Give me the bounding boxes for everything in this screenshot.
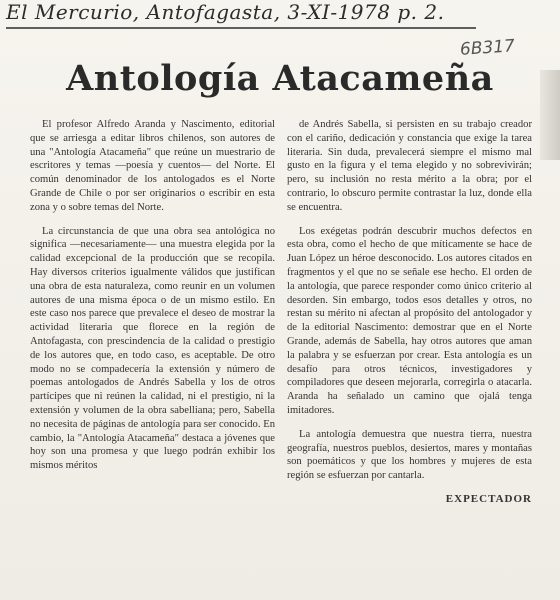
paragraph: El profesor Alfredo Aranda y Nascimento, editorial que se arriesga a editar libros chilenos, son autores de una "Antología Atacameña" que reúne un muestrario de escritores y temas —poesía y cuentos— del Norte. El común denominador de los antologados es el Norte Grande de Chile o por ser originarios o escribir en esta zona y o sobre temas del Norte. — [30, 119, 275, 213]
paragraph: Los exégetas podrán descubrir muchos defectos en esta obra, como el hecho de que míticamente se hace de Juan López un héroe desconocido. Los autores citados en fragmentos y el que no se señale ese hecho. El orden de la antología, que parece responder como único criterio al desorden. Sin embargo, todos esos detalles y otros, no restan su mérito ni afectan al propósito del antologador y de la editorial Nascimento: demostrar que en el Norte Grande, además de Sabella, hay otros autores que aman la palabra y se esfuerzan por crear. Esta antología es un desafío para otros técnicos, investigadores y compiladores que deseen mejorarla, corregirla o atacarla. Aranda ha señalado un camino que ojalá tenga imitadores. — [287, 225, 532, 416]
handwritten-source-note: El Mercurio, Antofagasta, 3-XI-1978 p. 2. — [6, 0, 445, 24]
handwritten-underline — [6, 27, 476, 29]
paragraph: La circunstancia de que una obra sea antológica no significa —necesariamente— una muestra elegida por la calidad excepcional de la producción que se recopila. Hay diversos criterios igualmente válidos que justifican una obra de esta naturaleza, como reunir en un volumen autores de una misma época o de un mismo estilo. En este caso nos parece que prevalece el deseo de mostrar la actividad literaria que florece en la región de Antofagasta, con prescindencia de la calidad o prestigio de los autores que, en todo caso, es aceptable. De otro modo no se compadecería la extensión y número de poemas antologados de Andrés Sabella y los de otros partícipes que ni reúnen la calidad, ni el prestigio, ni la extensión y volumen de la obra sabelliana; pero, Sabella no necesita de páginas de antología para ser conocido. En cambio, la "Antología Atacameña" destaca a jóvenes que hoy son una promesa y que luego podrán exhibir los mismos méritos — [30, 225, 275, 472]
article-column-left — [30, 118, 275, 483]
article-column-right — [287, 118, 532, 507]
article-title: Antología Atacameña — [66, 58, 494, 99]
archive-stamp: 6B317 — [459, 36, 516, 60]
author-signature: EXPECTADOR — [445, 492, 532, 505]
paragraph: de Andrés Sabella, si persisten en su trabajo creador con el cariño, dedicación y constancia que exige la tarea literaria. Sin duda, prevalecerá siempre el mismo mal gusto en la figura y el tema elegido y no sobrevivirán; pero, su inclusión no resta mérito a la obra; por el contrario, lo obscuro permite contrastar la luz, donde ella se encuentra. — [287, 119, 532, 213]
paragraph: La antología demuestra que nuestra tierra, nuestra geografía, nuestros pueblos, desiertos, mares y montañas son poemáticos y que los hombres y mujeres de esta región se esfuerzan por cantarla. — [287, 428, 532, 482]
